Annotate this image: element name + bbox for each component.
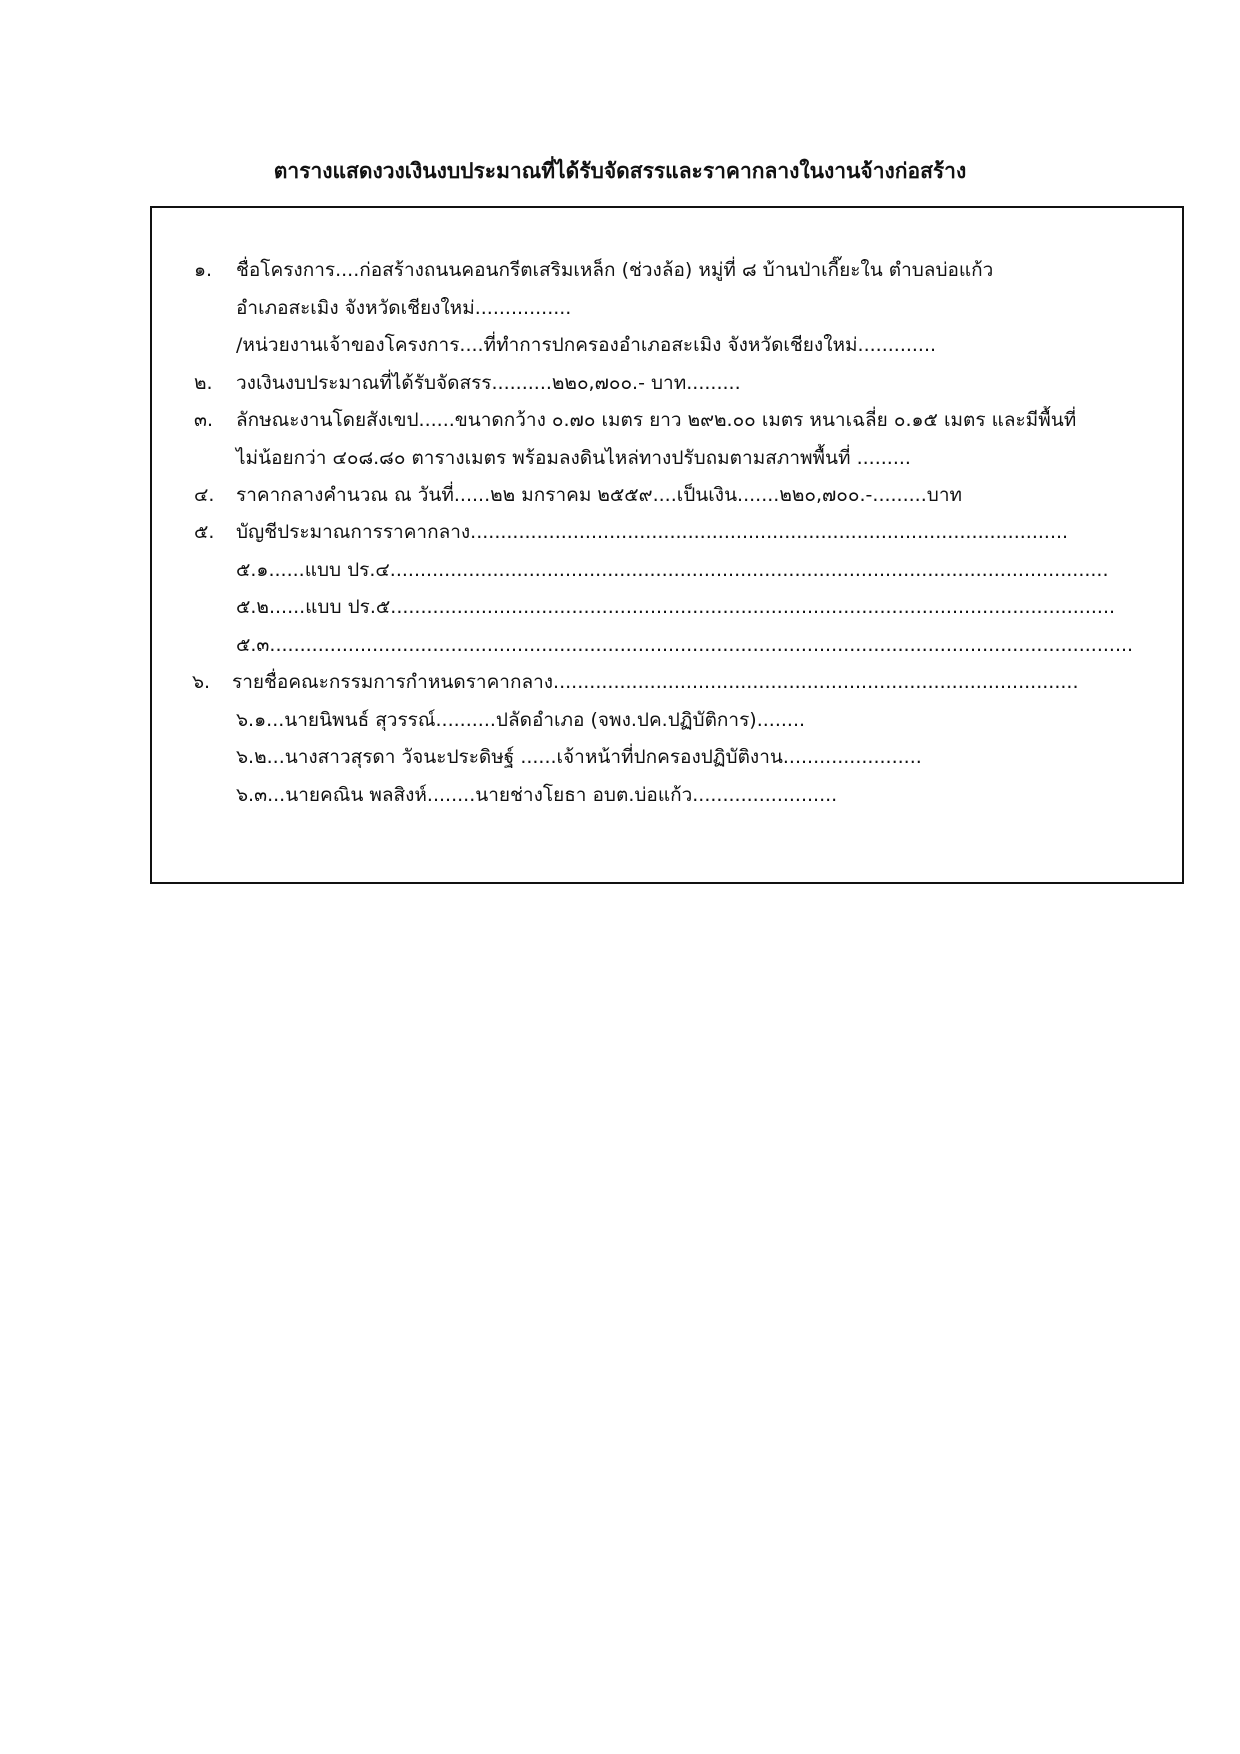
item-6-number: ๖. — [192, 671, 211, 693]
item-5-1-form: ๕.๑......แบบ ปร.๔....................................................................................................................... — [236, 559, 1109, 581]
item-3-description-line-2: ไม่น้อยกว่า ๔๐๘.๘๐ ตารางเมตร พร้อมลงดินไหล่ทางปรับถมตามสภาพพื้นที่ ......... — [236, 447, 911, 469]
item-6-2-member: ๖.๒...นางสาวสุรดา วัจนะประดิษฐ์ ......เจ้าหน้าที่ปกครองปฏิบัติงาน....................... — [236, 746, 922, 768]
item-1-agency: /หน่วยงานเจ้าของโครงการ....ที่ทำการปกครองอำเภอสะเมิง จังหวัดเชียงใหม่............. — [236, 334, 937, 356]
item-5-estimate-list: บัญชีประมาณการราคากลาง................................................................................................... — [236, 521, 1069, 543]
item-1-number: ๑. — [194, 259, 213, 281]
item-2-budget: วงเงินงบประมาณที่ได้รับจัดสรร..........๒๒๐,๗๐๐.- บาท......... — [236, 372, 741, 394]
page-title: ตารางแสดงวงเงินงบประมาณที่ได้รับจัดสรรและราคากลางในงานจ้างก่อสร้าง — [273, 159, 967, 183]
item-3-description-line-1: ลักษณะงานโดยสังเขป......ขนาดกว้าง ๐.๗๐ เมตร ยาว ๒๙๒.๐๐ เมตร หนาเฉลี่ย ๐.๑๕ เมตร และมีพื้นที่ — [236, 409, 1077, 431]
item-1-district: อำเภอสะเมิง จังหวัดเชียงใหม่................ — [236, 297, 572, 319]
item-6-3-member: ๖.๓...นายคณิน พลสิงห์........นายช่างโยธา อบต.บ่อแก้ว........................ — [236, 784, 838, 806]
item-5-number: ๕. — [194, 521, 215, 543]
document-frame — [150, 206, 1184, 884]
item-4-number: ๔. — [194, 484, 215, 506]
item-3-number: ๓. — [194, 409, 214, 431]
item-5-3-form: ๕.๓............................................................................................................................................... — [236, 634, 1134, 656]
item-5-2-form: ๕.๒......แบบ ปร.๕........................................................................................................................ — [236, 596, 1116, 618]
item-6-1-member: ๖.๑...นายนิพนธ์ สุวรรณ์..........ปลัดอำเภอ (จพง.ปค.ปฏิบัติการ)........ — [236, 709, 806, 731]
item-2-number: ๒. — [194, 372, 213, 394]
item-4-median-price: ราคากลางคำนวณ ณ วันที่......๒๒ มกราคม ๒๕๕๙....เป็นเงิน.......๒๒๐,๗๐๐.-.........บาท — [236, 484, 963, 506]
item-1-project-name: ชื่อโครงการ....ก่อสร้างถนนคอนกรีตเสริมเหล็ก (ช่วงล้อ) หมู่ที่ ๘ บ้านป่าเกี๊ยะใน ตำบลบ่อแก้ว — [236, 259, 994, 281]
item-6-committee: รายชื่อคณะกรรมการกำหนดราคากลาง....................................................................................... — [232, 671, 1079, 693]
